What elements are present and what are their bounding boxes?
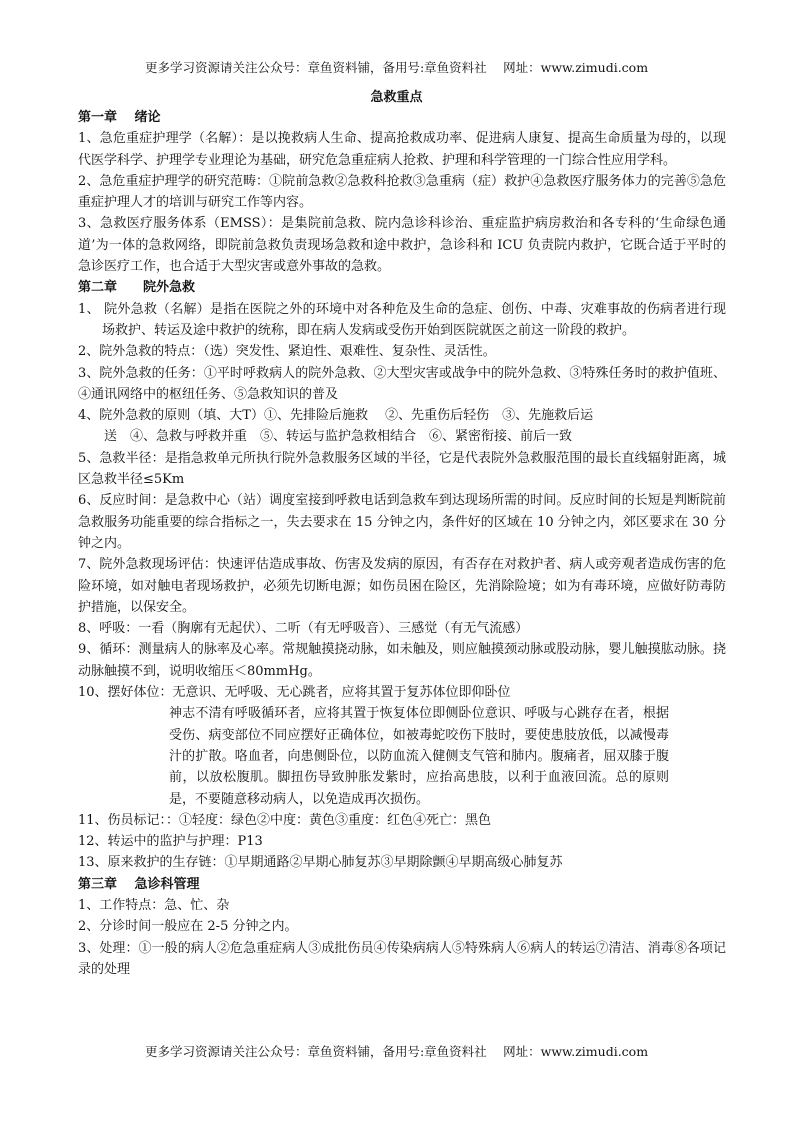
paragraph: 4、院外急救的原则（填、大T）①、先排险后施救 ②、先重伤后轻伤 ③、先施救后运 bbox=[78, 408, 594, 424]
document-title: 急救重点 bbox=[370, 90, 423, 105]
paragraph: 3、院外急救的任务：①平时呼救病人的院外急救、②大型灾害或战争中的院外急救、③特殊任务时的救护值班、④通讯网络中的枢纽任务、⑤急救知识的普及 bbox=[78, 365, 726, 402]
paragraph: 3、处理：①一般的病人②危急重症病人③成批伤员④传染病病人⑤特殊病人⑥病人的转运⑦清洁、消毒⑧各项记录的处理 bbox=[78, 940, 726, 977]
indented-block: 神志不清有呼吸循环者，应将其置于恢复体位即侧卧位意识、呼吸与心跳存在者，根据受伤、病变部位不同应摆好正确体位，如被毒蛇咬伤下肢时，要使患肢放低，以减慢毒汁的扩散。咯血者，向患侧卧位，以防血流入健侧支气管和肺内。腹痛者，屈双膝于腹前，以放松腹肌。脚扭伤导致肿胀发紫时，应抬高患肢，以利于血液回流。总的原则是，不要随意移动病人，以免造成再次损伤。 bbox=[169, 706, 669, 807]
paragraph: 10、摆好体位：无意识、无呼吸、无心跳者，应将其置于复苏体位即仰卧位 bbox=[78, 685, 511, 701]
paragraph: 1、 院外急救（名解）是指在医院之外的环境中对各种危及生命的急症、创伤、中毒、灾难事故的伤病者进行现场救护、转运及途中救护的统称，即在病人发病或受伤开始到医院就医之前这一阶段的救护。 bbox=[78, 301, 726, 338]
paragraph: 9、循环：测量病人的脉率及心率。常规触摸挠动脉，如未触及，则应触摸颈动脉或股动脉，婴儿触摸肱动脉。挠动脉触摸不到，说明收缩压＜80mmHg。 bbox=[78, 642, 726, 679]
paragraph: 3、急救医疗服务体系（EMSS）：是集院前急救、院内急诊科诊治、重症监护病房救治和各专科的‘生命绿色通道’为一体的急救网络，即院前急救负责现场急救和途中救护，急诊科和 ICU 负责院内救护，它既合适于平时的急诊医疗工作，也合适于大型灾害或意外事故的急救。 bbox=[78, 216, 726, 275]
paragraph: 8、呼吸：一看（胸廓有无起伏）、二听（有无呼吸音）、三感觉（有无气流感） bbox=[78, 621, 529, 637]
chapter-3-heading: 第三章 急诊科管理 bbox=[78, 876, 200, 892]
document-body bbox=[78, 107, 726, 980]
paragraph: 6、反应时间：是急救中心（站）调度室接到呼救电话到急救车到达现场所需的时间。反应时间的长短是判断院前急救服务功能重要的综合指标之一，失去要求在 15 分钟之内，条件好的区域在 10 分钟之内，郊区要求在 30 分钟之内。 bbox=[78, 493, 726, 551]
paragraph: 7、院外急救现场评估：快速评估造成事故、伤害及发病的原因，有否存在对救护者、病人或旁观者造成伤害的危险环境，如对触电者现场救护，必须先切断电源；如伤员困在险区，先消除险境；如为有毒环境，应做好防毒防护措施，以保安全。 bbox=[78, 557, 726, 615]
chapter-2-heading: 第二章 院外急救 bbox=[78, 280, 196, 296]
paragraph: 5、急救半径：是指急救单元所执行院外急救服务区域的半径，它是代表院外急救服范围的最长直线辐射距离，城区急救半径≤5Km bbox=[78, 450, 726, 488]
paragraph: 1、工作特点：急、忙、杂 bbox=[78, 897, 230, 913]
page-header: 更多学习资源请关注公众号：章鱼资料铺，备用号:章鱼资料社 网址：www.zimudi.com bbox=[144, 60, 649, 75]
paragraph: 13、原来救护的生存链：①早期通路②早期心肺复苏③早期除颤④早期高级心肺复苏 bbox=[78, 855, 563, 871]
paragraph: 送 ④、急救与呼救并重 ⑤、转运与监护急救相结合 ⑥、紧密衔接、前后一致 bbox=[104, 429, 573, 445]
chapter-1-heading: 第一章 绪论 bbox=[78, 110, 161, 125]
paragraph: 11、伤员标记：：①轻度：绿色②中度：黄色③重度：红色④死亡：黑色 bbox=[78, 812, 492, 828]
paragraph: 2、院外急救的特点：（选）突发性、紧迫性、艰难性、复杂性、灵活性。 bbox=[78, 344, 496, 360]
page-footer: 更多学习资源请关注公众号：章鱼资料铺，备用号:章鱼资料社 网址：www.zimudi.com bbox=[144, 1044, 649, 1059]
paragraph: 12、转运中的监护与护理：P13 bbox=[78, 834, 263, 850]
paragraph: 2、急危重症护理学的研究范畴：①院前急救②急救科抢救③急重病（症）救护④急救医疗服务体力的完善⑤急危重症护理人才的培训与研究工作等内容。 bbox=[78, 173, 726, 211]
paragraph: 2、分诊时间一般应在 2-5 分钟之内。 bbox=[78, 919, 298, 935]
paragraph: 1、急危重症护理学（名解）：是以挽救病人生命、提高抢救成功率、促进病人康复、提高生命质量为母的，以现代医学科学、护理学专业理论为基础，研究危急重症病人抢救、护理和科学管理的一门综合性应用学科。 bbox=[78, 131, 726, 168]
